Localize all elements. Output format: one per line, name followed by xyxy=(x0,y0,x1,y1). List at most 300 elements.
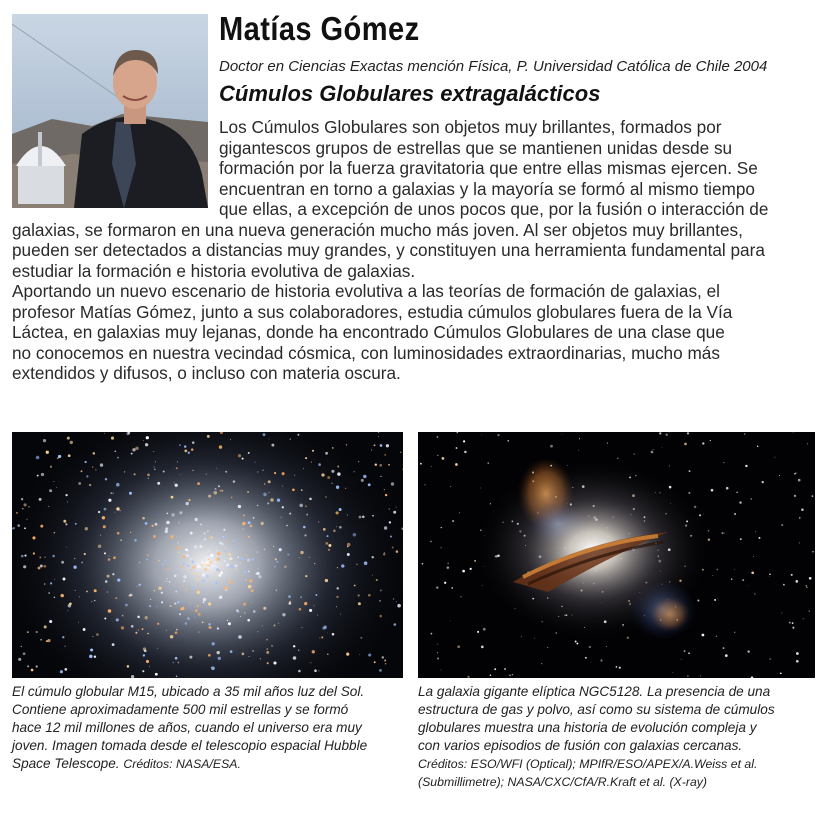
star xyxy=(359,654,360,655)
star xyxy=(273,546,274,547)
star xyxy=(83,628,86,631)
star xyxy=(653,449,654,450)
star xyxy=(137,616,140,619)
star xyxy=(120,539,122,541)
star xyxy=(44,557,45,558)
star xyxy=(379,600,381,602)
star xyxy=(742,579,744,581)
star xyxy=(192,566,195,569)
star xyxy=(380,589,382,591)
star xyxy=(126,432,129,435)
star xyxy=(237,556,238,557)
star xyxy=(225,547,226,548)
star xyxy=(261,522,264,525)
star xyxy=(125,604,128,607)
caption-cluster xyxy=(12,683,407,773)
star xyxy=(460,596,461,597)
star xyxy=(372,575,373,576)
star xyxy=(305,505,307,507)
star xyxy=(147,474,150,477)
star xyxy=(263,493,267,497)
star xyxy=(315,594,317,596)
star xyxy=(232,558,233,559)
star xyxy=(276,561,278,563)
star xyxy=(384,552,385,553)
star xyxy=(43,439,46,442)
body-line: Los Cúmulos Globulares son objetos muy brillantes, formados por xyxy=(219,117,722,137)
star xyxy=(321,636,323,638)
star xyxy=(104,552,106,554)
star xyxy=(194,616,195,617)
star xyxy=(332,633,335,636)
star xyxy=(256,551,258,553)
star xyxy=(241,553,242,554)
star xyxy=(171,496,174,499)
star xyxy=(81,562,83,564)
star xyxy=(725,654,728,657)
star xyxy=(111,437,114,440)
star xyxy=(662,447,663,448)
star xyxy=(238,454,241,457)
star xyxy=(305,457,307,459)
star xyxy=(254,462,255,463)
star xyxy=(113,556,116,559)
star xyxy=(154,467,155,468)
star xyxy=(243,515,245,517)
star xyxy=(747,650,749,652)
star xyxy=(201,561,203,563)
star xyxy=(227,620,228,621)
caption-line: joven. Imagen tomada desde el telescopio espacial Hubble xyxy=(12,738,368,753)
star xyxy=(192,470,193,471)
star xyxy=(358,461,359,462)
star xyxy=(289,513,291,515)
star xyxy=(726,487,729,490)
star xyxy=(105,580,108,583)
star xyxy=(378,436,379,437)
star xyxy=(192,561,194,563)
star xyxy=(46,640,48,642)
star xyxy=(36,456,40,460)
star xyxy=(783,584,785,586)
star xyxy=(78,622,79,623)
star xyxy=(180,608,182,610)
star xyxy=(745,465,747,467)
star xyxy=(218,485,220,487)
star xyxy=(174,482,175,483)
star xyxy=(208,567,209,568)
caption-credit: (Submillimetre); NASA/CXC/CfA/R.Kraft et al. (X-ray) xyxy=(418,775,708,789)
star xyxy=(215,565,217,567)
star xyxy=(251,602,252,603)
star xyxy=(48,592,50,594)
star xyxy=(216,549,217,550)
star xyxy=(300,551,303,554)
star xyxy=(253,610,256,613)
star xyxy=(225,471,227,473)
star xyxy=(22,508,23,509)
star xyxy=(304,602,307,605)
star xyxy=(209,554,210,555)
star xyxy=(200,523,202,525)
star xyxy=(396,550,399,553)
star xyxy=(431,633,433,635)
star xyxy=(734,569,735,570)
star xyxy=(774,457,775,458)
star xyxy=(100,535,101,536)
star xyxy=(185,548,188,551)
star xyxy=(60,670,63,673)
star xyxy=(425,484,426,485)
star xyxy=(176,676,178,678)
star xyxy=(40,639,42,641)
star xyxy=(48,506,49,507)
star xyxy=(129,594,131,596)
star xyxy=(85,527,88,530)
star xyxy=(147,477,149,479)
star xyxy=(337,466,339,468)
star xyxy=(116,507,119,510)
star xyxy=(298,670,301,673)
star xyxy=(189,656,192,659)
star xyxy=(384,526,388,530)
star xyxy=(46,451,49,454)
star xyxy=(206,561,210,565)
star xyxy=(206,474,207,475)
star xyxy=(341,564,344,567)
star xyxy=(212,642,215,645)
star xyxy=(669,465,670,466)
star xyxy=(208,623,211,626)
star xyxy=(208,602,211,605)
star xyxy=(467,676,469,678)
star xyxy=(183,580,185,582)
star xyxy=(380,476,381,477)
star xyxy=(203,601,205,603)
star xyxy=(229,578,230,579)
star xyxy=(95,469,96,470)
star xyxy=(322,626,325,629)
star xyxy=(244,558,245,559)
star xyxy=(124,471,125,472)
star xyxy=(397,604,401,608)
star xyxy=(364,561,368,565)
star xyxy=(247,619,250,622)
globular-cluster-illustration xyxy=(12,432,403,678)
star xyxy=(799,517,800,518)
star xyxy=(578,450,579,451)
star xyxy=(117,579,120,582)
star xyxy=(115,597,117,599)
star xyxy=(166,521,170,525)
star xyxy=(189,564,190,565)
star xyxy=(659,432,661,434)
star xyxy=(54,579,55,580)
star xyxy=(191,587,194,590)
star xyxy=(422,563,424,565)
star xyxy=(420,463,422,465)
star xyxy=(186,502,189,505)
star xyxy=(388,464,390,466)
star xyxy=(103,525,106,528)
star xyxy=(380,444,383,447)
star xyxy=(67,437,70,440)
star xyxy=(339,508,342,511)
star xyxy=(236,609,238,611)
star xyxy=(190,532,193,535)
star xyxy=(231,497,232,498)
star xyxy=(21,646,22,647)
star xyxy=(203,532,206,535)
star xyxy=(464,451,467,454)
star xyxy=(27,631,29,633)
star xyxy=(114,450,116,452)
star xyxy=(379,615,382,618)
caption-line: globulares muestra una historia de evolución compleja y xyxy=(418,720,757,735)
star xyxy=(278,623,279,624)
star xyxy=(447,563,448,564)
star xyxy=(437,652,438,653)
star xyxy=(242,522,246,526)
star xyxy=(459,512,460,513)
star xyxy=(65,494,67,496)
star xyxy=(312,650,315,653)
star xyxy=(325,542,328,545)
body-line: extendidos y difusos, o incluso con materia oscura. xyxy=(12,363,401,383)
star xyxy=(751,498,752,499)
star xyxy=(215,587,217,589)
star xyxy=(455,463,458,466)
body-line: profesor Matías Gómez, junto a sus colaboradores, estudia cúmulos globulares fuera de la Vía xyxy=(12,301,733,322)
star xyxy=(753,556,754,557)
star xyxy=(184,622,187,625)
body-line: gigantescos grupos de estrellas que se mantienen unidas desde su xyxy=(219,137,733,158)
star xyxy=(723,462,724,463)
author-degree: Doctor en Ciencias Exactas mención Física, P. Universidad Católica de Chile 2004 xyxy=(219,58,768,75)
star xyxy=(249,579,252,582)
star xyxy=(151,525,153,527)
star xyxy=(215,582,218,585)
star xyxy=(336,587,338,589)
star xyxy=(206,575,209,578)
star xyxy=(175,484,178,487)
star xyxy=(684,650,686,652)
star xyxy=(688,492,690,494)
star xyxy=(86,591,88,593)
star xyxy=(246,555,247,556)
star xyxy=(52,555,55,558)
star xyxy=(179,444,180,445)
star xyxy=(233,540,235,542)
star xyxy=(437,455,438,456)
star xyxy=(299,608,302,611)
star xyxy=(714,599,716,601)
star xyxy=(94,656,96,658)
star xyxy=(129,492,132,495)
star xyxy=(176,467,178,469)
body-line: pueden ser detectados a distancias muy grandes, y constituyen una herramienta fundamental para xyxy=(12,240,765,260)
body-line: Aportando un nuevo escenario de historia evolutiva a las teorías de formación de galaxias, el xyxy=(12,281,720,301)
star xyxy=(562,434,563,435)
star xyxy=(368,483,371,486)
star xyxy=(290,439,291,440)
star xyxy=(354,585,356,587)
star xyxy=(200,566,202,568)
star xyxy=(219,445,222,448)
star xyxy=(137,586,138,587)
star xyxy=(63,520,66,523)
star xyxy=(318,670,319,671)
star xyxy=(104,618,106,620)
star xyxy=(108,558,111,561)
star xyxy=(56,487,57,488)
star xyxy=(769,573,771,575)
star xyxy=(441,527,442,528)
star xyxy=(512,674,513,675)
star xyxy=(196,590,197,591)
body-line: Láctea, en galaxias muy lejanas, donde ha encontrado Cúmulos Globulares de una clase que xyxy=(12,322,725,342)
star xyxy=(206,556,209,559)
star xyxy=(238,505,241,508)
star xyxy=(21,498,23,500)
star xyxy=(230,439,231,440)
star xyxy=(177,601,179,603)
star xyxy=(96,633,99,636)
star xyxy=(393,623,396,626)
star xyxy=(40,565,43,568)
star xyxy=(203,590,204,591)
star xyxy=(384,454,385,455)
star xyxy=(230,565,233,568)
star xyxy=(173,662,174,663)
star xyxy=(228,622,231,625)
star xyxy=(262,470,263,471)
star xyxy=(226,581,227,582)
star xyxy=(183,555,186,558)
star xyxy=(78,482,81,485)
star xyxy=(550,445,553,448)
star xyxy=(197,565,200,568)
star xyxy=(266,639,268,641)
star xyxy=(327,476,330,479)
star xyxy=(243,603,246,606)
star xyxy=(138,629,139,630)
star xyxy=(393,598,394,599)
star xyxy=(230,650,233,653)
star xyxy=(276,589,278,591)
star xyxy=(24,527,26,529)
star xyxy=(509,675,511,677)
star xyxy=(61,594,64,597)
star xyxy=(170,635,174,639)
star xyxy=(209,551,210,552)
star xyxy=(257,505,259,507)
star xyxy=(805,585,807,587)
star xyxy=(104,508,107,511)
author-name: Matías Gómez xyxy=(219,10,420,47)
star xyxy=(444,582,446,584)
star xyxy=(385,494,387,496)
star xyxy=(43,565,46,568)
star xyxy=(384,489,385,490)
star xyxy=(319,637,320,638)
star xyxy=(167,568,169,570)
star xyxy=(138,583,141,586)
star xyxy=(108,609,112,613)
star xyxy=(175,591,177,593)
star xyxy=(27,665,29,667)
star xyxy=(353,471,354,472)
star xyxy=(755,531,756,532)
body-line: no conocemos en nuestra vecindad cósmica, con luminosidades extraordinarias, mucho más xyxy=(12,342,720,363)
star xyxy=(207,531,209,533)
star xyxy=(362,516,365,519)
star xyxy=(739,501,741,503)
star xyxy=(242,458,244,460)
star xyxy=(318,463,321,466)
star xyxy=(282,506,284,508)
star xyxy=(221,490,223,492)
star xyxy=(751,571,754,574)
star xyxy=(188,452,190,454)
star xyxy=(251,558,254,561)
star xyxy=(309,498,312,501)
star xyxy=(143,654,145,656)
star xyxy=(248,452,250,454)
star xyxy=(187,565,190,568)
star xyxy=(487,462,489,464)
star xyxy=(263,433,266,436)
star xyxy=(185,589,187,591)
star xyxy=(145,616,148,619)
star xyxy=(89,655,93,659)
star xyxy=(585,657,587,659)
star xyxy=(360,637,362,639)
star xyxy=(210,554,213,557)
star xyxy=(90,648,93,651)
star xyxy=(267,662,269,664)
star xyxy=(176,629,178,631)
star xyxy=(186,554,189,557)
star xyxy=(177,461,178,462)
caption-galaxy xyxy=(418,683,818,791)
star xyxy=(248,585,251,588)
star xyxy=(50,582,52,584)
star xyxy=(267,648,268,649)
star xyxy=(327,632,328,633)
star xyxy=(347,546,349,548)
star xyxy=(400,452,402,454)
star xyxy=(287,554,289,556)
caption-credit: Créditos: ESO/WFI (Optical); MPIfR/ESO/APEX/A.Weiss et al. xyxy=(418,757,758,771)
star xyxy=(579,438,580,439)
star xyxy=(346,653,349,656)
star xyxy=(353,533,357,537)
star xyxy=(194,545,197,548)
star xyxy=(722,532,723,533)
star xyxy=(114,512,115,513)
star xyxy=(65,646,66,647)
star xyxy=(23,565,26,568)
star xyxy=(541,663,542,664)
star xyxy=(158,587,162,591)
star xyxy=(390,536,392,538)
star xyxy=(762,481,764,483)
caption-line: El cúmulo globular M15, ubicado a 35 mil años luz del Sol. xyxy=(12,684,365,699)
star xyxy=(238,635,242,639)
star xyxy=(297,434,299,436)
star xyxy=(158,560,159,561)
